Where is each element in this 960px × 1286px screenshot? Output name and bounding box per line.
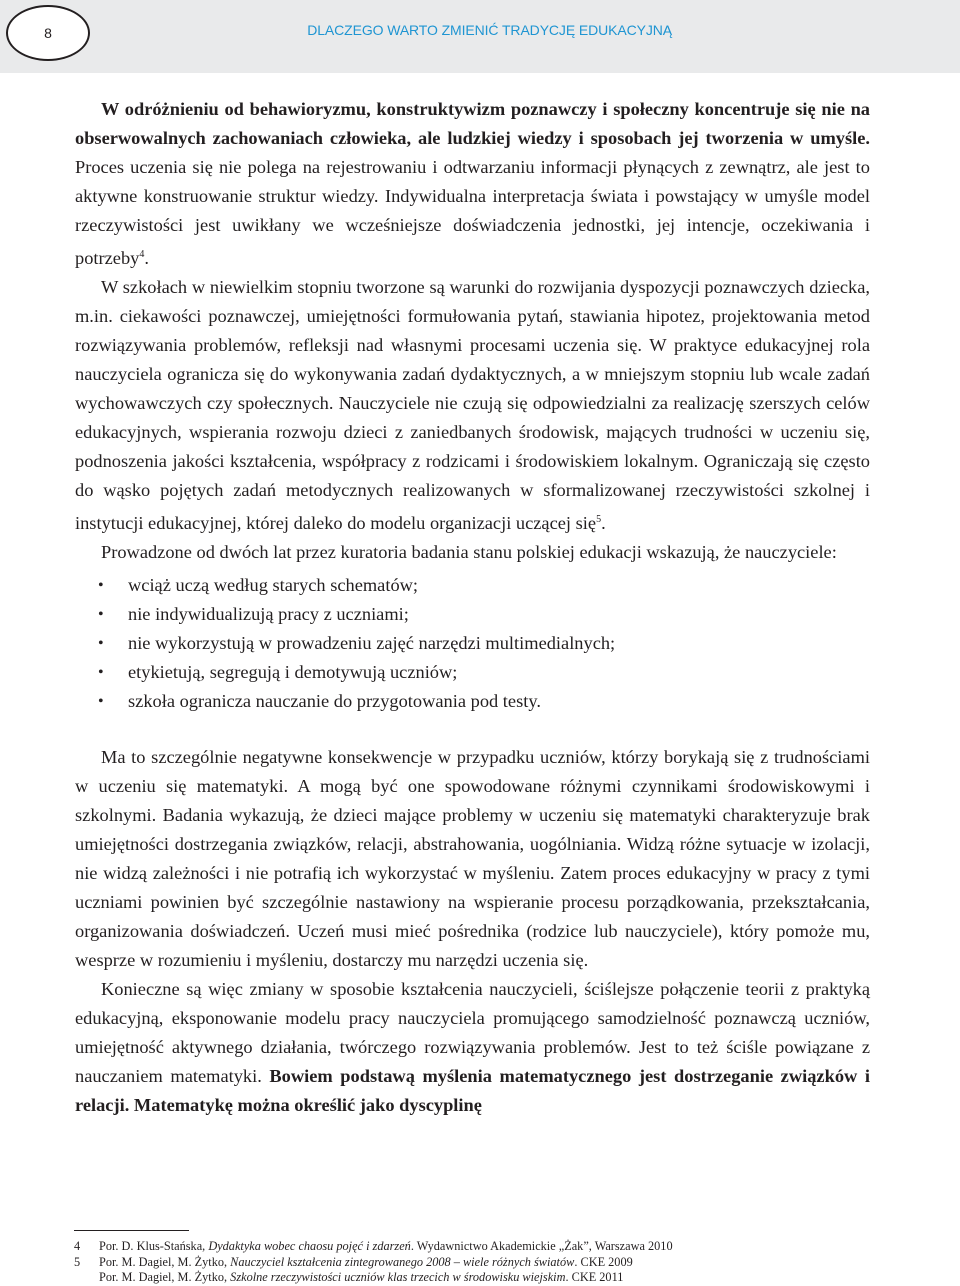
bullet-list [75,571,870,716]
footnotes [74,1239,914,1286]
main-text [75,95,870,1120]
list-item-text: etykietują, segregują i demotywują uczniów; [128,662,458,683]
list-item-text: wciąż uczą według starych schematów; [128,575,419,596]
list-item [75,687,870,716]
footnote-publisher: . Wydawnictwo Akademickie „Żak”, Warszawa 2010 [410,1239,673,1253]
bullet-icon: • [98,577,104,595]
list-item-text: nie indywidualizują pracy z uczniami; [128,604,409,625]
footnote-author: Por. M. Dagiel, M. Żytko, [99,1270,231,1284]
page-header [0,0,960,73]
footnote-title: Szkolne rzeczywistości uczniów klas trzecich w środowisku wiejskim [230,1270,566,1284]
footnote-ref-4: 4 [139,249,145,260]
paragraph-1-bold: W odróżnieniu od behawioryzmu, konstruktywizm poznawczy i społeczny koncentruje się nie na obserwowalnych zachowaniach człowieka, ale ludzkiej wiedzy i sposobach jej tworzenia w umyśle. [75,99,870,148]
paragraph-2-text: W szkołach w niewielkim stopniu tworzone są warunki do rozwijania dyspozycji poznawczych dziecka, m.in. ciekawości poznawczej, umiejętności formułowania pytań, stawiania hipotez, projektowania metod rozwiązywania problemów, refleksji nad własnymi procesami uczenia się. W praktyce edukacyjnej rola nauczyciela ogranicza się do wykonywania zadań dydaktycznych, a w mniejszym stopniu lub wcale zadań wychowawczych czy społecznych. Nauczyciele nie czują się odpowiedzialni za realizację szerszych celów edukacyjnych, wspierania rozwoju dzieci z zaniedbanych środowisk, mających trudności w uczeniu się, podnoszenia jakości kształcenia, współpracy z rodzicami i środowiskiem lokalnym. Ograniczają się często do wąsko pojętych zadań metodycznych realizowanych w sformalizowanej rzeczywistości szkolnej i instytucji edukacyjnej, której daleko do modelu organizacji uczącej się [75,277,870,534]
paragraph-1 [75,95,870,273]
page-number-badge [6,5,90,61]
footnote-title: Nauczyciel kształcenia zintegrowanego 2008 – wiele różnych światów [230,1254,575,1269]
list-item [75,658,870,687]
footnote [74,1255,914,1271]
paragraph-4: Ma to szczególnie negatywne konsekwencje w przypadku uczniów, którzy borykają się z trudnościami w uczeniu się matematyki. A mogą być one spowodowane różnymi czynnikami środowiskowymi i szkolnymi. Badania wykazują, że dzieci mające problemy w uczeniu się matematyki charakteryzuje brak umiejętności dostrzegania związków, relacji, abstrahowania, uogólniania. Widzą różne sytuacje w izolacji, nie widzą zależności i nie potrafią ich wykorzystać w myśleniu. Zatem proces edukacyjny w pracy z tymi uczniami powinien być szczególnie nastawiony na wspieranie procesu porządkowania, przekształcania, organizowania doświadczeń. Uczeń musi mieć pośrednika (rodzice lub nauczyciele), który pomoże mu, wesprze w rozumieniu i myśleniu, dostarczy mu narzędzi uczenia się. [75,747,870,971]
paragraph-2 [75,273,870,538]
list-item [75,571,870,600]
footnote-publisher: . CKE 2011 [565,1270,624,1284]
bullet-icon: • [98,664,104,682]
list-item-text: nie wykorzystują w prowadzeniu zajęć narzędzi multimedialnych; [128,633,616,654]
footnote-title: Dydaktyka wobec chaosu pojęć i zdarzeń [208,1239,411,1253]
paragraph-5-text: Konieczne są więc zmiany w sposobie kształcenia nauczycieli, ściślejsze połączenie teorii z praktyką edukacyjną, eksponowanie modelu pracy nauczyciela promującego samodzielność poznawczą uczniów, umiejętność aktywnego działania, twórczego rozwiązywania problemów. Jest to też ściśle powiązane z nauczaniem matematyki. [75,979,870,1087]
running-title: DLACZEGO WARTO ZMIENIĆ TRADYCJĘ EDUKACYJNĄ [307,22,672,38]
footnote-ref-5: 5 [596,514,602,526]
footnote-author: Por. D. Klus-Stańska, [99,1239,209,1253]
paragraph-5-bold: Bowiem podstawą myślenia matematycznego jest dostrzeganie związków i relacji. Matematykę można określić jako dyscyplinę [75,1066,870,1116]
bullet-icon: • [98,693,104,711]
page-number: 8 [44,25,52,41]
paragraph-1-rest: Proces uczenia się nie polega na rejestrowaniu i odtwarzaniu informacji płynących z zewnątrz, ale jest to aktywne konstruowanie struktur wiedzy. [75,157,870,206]
footnote-publisher: . CKE 2009 [574,1254,633,1269]
paragraph-1-rest2: Indywidualna interpretacja świata i powstający w umyśle model rzeczywistości jest uwikłany we wcześniejsze doświadczenia jednostki, jej intencje, oczekiwania i potrzeby [75,186,870,269]
footnote-text [99,1255,633,1271]
paragraph-3: Prowadzone od dwóch lat przez kuratoria badania stanu polskiej edukacji wskazują, że nauczyciele: [101,542,837,563]
footnote-divider [74,1230,189,1231]
footnote [74,1270,914,1286]
list-item [75,600,870,629]
footnote-author: Por. M. Dagiel, M. Żytko, [99,1254,231,1269]
list-item [75,629,870,658]
list-item-text: szkoła ogranicza nauczanie do przygotowania pod testy. [128,691,541,712]
bullet-icon: • [98,606,104,624]
footnote-text [99,1270,623,1286]
paragraph-1-end: . [144,248,149,269]
paragraph-5 [75,975,870,1120]
paragraph-2-end: . [601,513,606,534]
footnote-text [99,1239,673,1255]
footnote-number: 5 [74,1254,81,1269]
footnote-number [74,1270,99,1286]
footnote [74,1239,914,1255]
bullet-icon: • [98,635,104,653]
section-spacer [75,716,870,743]
footnote-number: 4 [74,1239,81,1253]
